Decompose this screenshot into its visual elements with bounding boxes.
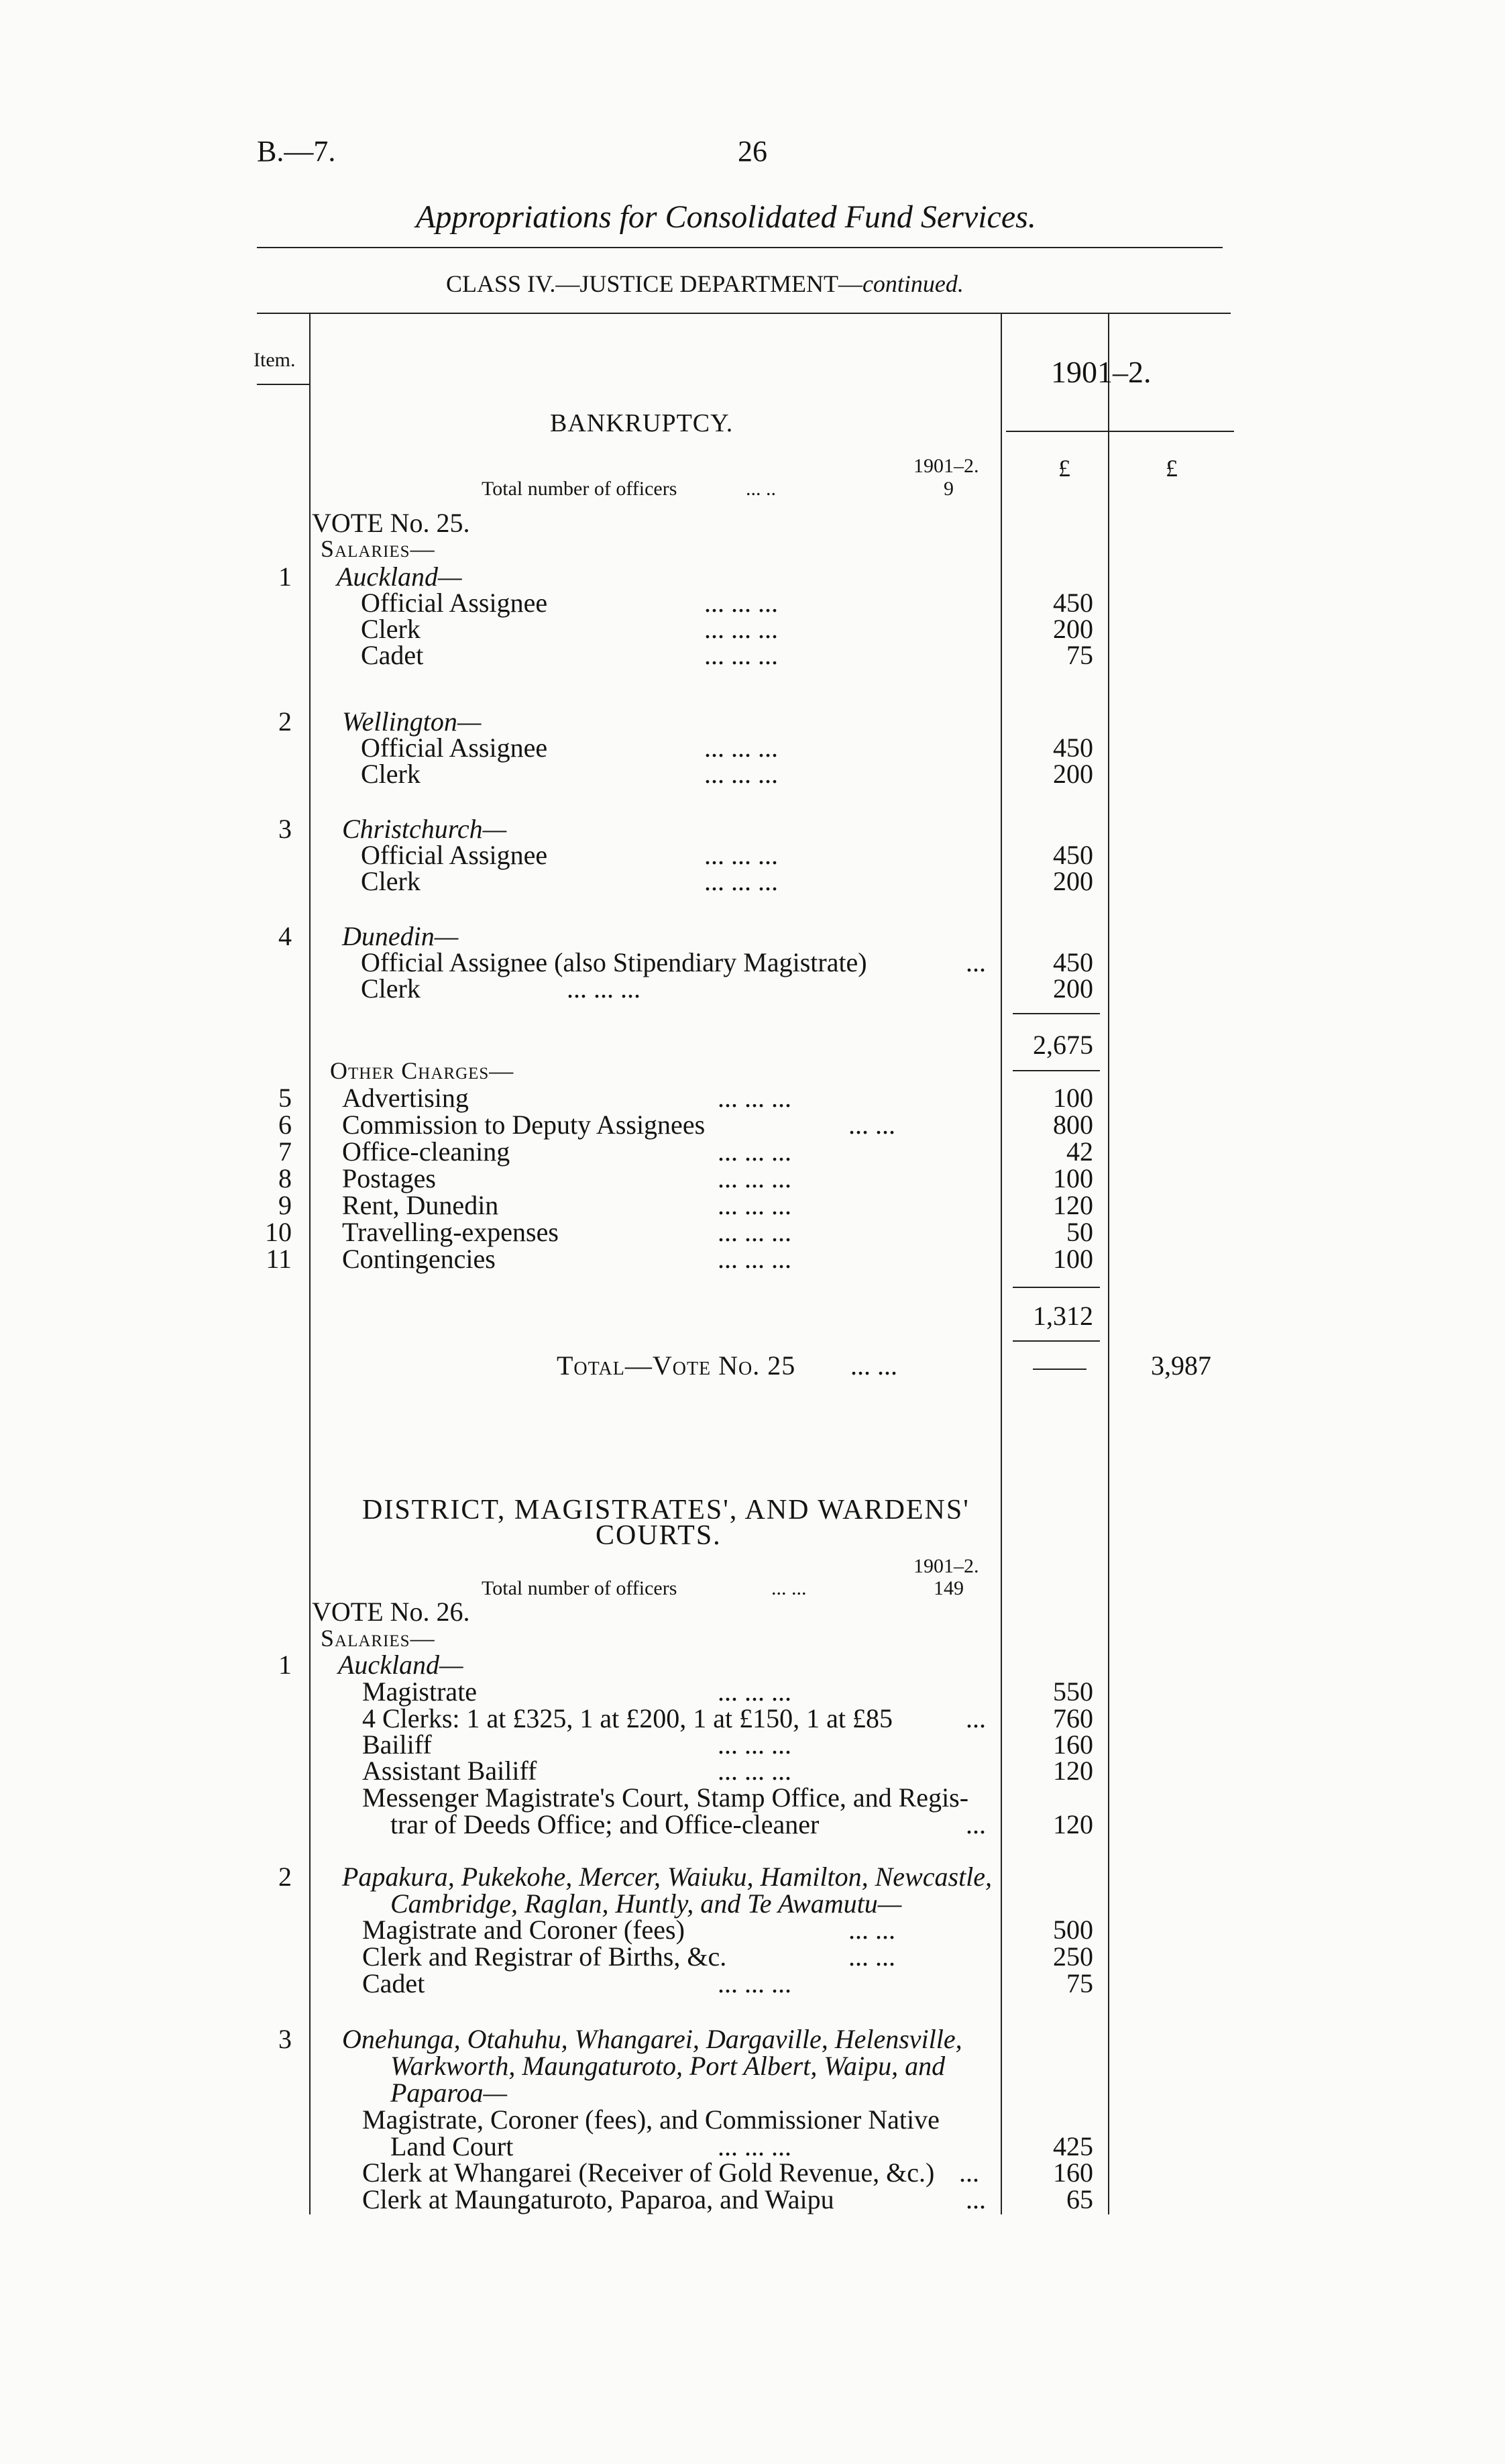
line-label: Cadet xyxy=(362,1968,425,1998)
line-amount: 65 xyxy=(1066,2184,1093,2214)
line-label: Assistant Bailiff xyxy=(362,1756,537,1786)
year-column-header: 1901–2. xyxy=(1051,355,1152,389)
line-amount: 450 xyxy=(1053,733,1093,763)
line-label: Clerk xyxy=(361,759,421,789)
officers-year-label: 1901–2. xyxy=(913,455,979,477)
officers-dots: ... ... xyxy=(771,1577,807,1599)
line-dots: ... xyxy=(966,1809,986,1839)
place-heading-cont: Warkworth, Maungaturoto, Port Albert, Waipu, and xyxy=(390,2051,946,2081)
place-heading: Wellington— xyxy=(342,706,482,737)
item-number: 3 xyxy=(278,814,292,844)
other-charges-heading: Other Charges— xyxy=(330,1057,514,1084)
item-number: 3 xyxy=(278,2024,292,2054)
officers-dots: ... .. xyxy=(746,478,776,500)
line-amount: 200 xyxy=(1053,759,1093,789)
item-number: 9 xyxy=(278,1190,292,1220)
item-number: 1 xyxy=(278,1650,292,1680)
line-dots: ... ... ... xyxy=(718,1676,791,1707)
item-number: 8 xyxy=(278,1163,292,1193)
charge-amount: 42 xyxy=(1066,1136,1093,1167)
item-number: 6 xyxy=(278,1110,292,1140)
place-heading: Onehunga, Otahuhu, Whangarei, Dargaville, Helensville, xyxy=(342,2024,962,2054)
charge-dots: ... ... ... xyxy=(718,1244,791,1274)
subtotal-rule xyxy=(1013,1013,1100,1014)
line-dots: ... ... ... xyxy=(567,973,640,1004)
line-label: Clerk xyxy=(361,866,421,896)
charge-amount: 50 xyxy=(1066,1217,1093,1247)
item-number: 7 xyxy=(278,1136,292,1167)
vote-heading: VOTE No. 26. xyxy=(312,1597,470,1627)
line-amount: 450 xyxy=(1053,947,1093,977)
line-label: 4 Clerks: 1 at £325, 1 at £200, 1 at £150, 1 at £85 xyxy=(362,1703,893,1733)
charge-amount: 100 xyxy=(1053,1163,1093,1193)
line-label: Official Assignee (also Stipendiary Magistrate) xyxy=(361,947,867,977)
line-dots: ... ... ... xyxy=(704,866,778,896)
place-heading: Auckland— xyxy=(338,1650,463,1680)
line-amount: 200 xyxy=(1053,866,1093,896)
charge-dots: ... ... ... xyxy=(718,1163,791,1193)
salaries-heading: Salaries— xyxy=(321,1625,435,1652)
line-amount: 120 xyxy=(1053,1756,1093,1786)
charge-dots: ... ... ... xyxy=(718,1136,791,1167)
line-dots: ... xyxy=(966,947,986,977)
class-heading-continued: continued. xyxy=(862,270,964,297)
line-dots: ... ... ... xyxy=(718,1756,791,1786)
line-amount: 160 xyxy=(1053,1729,1093,1760)
subtotal-rule xyxy=(1013,1070,1100,1071)
charge-label: Rent, Dunedin xyxy=(342,1190,499,1220)
item-number: 5 xyxy=(278,1083,292,1113)
charge-dots: ... ... ... xyxy=(718,1083,791,1113)
place-heading: Christchurch— xyxy=(342,814,507,844)
place-heading: Dunedin— xyxy=(342,921,459,951)
item-number: 4 xyxy=(278,921,292,951)
charge-amount: 120 xyxy=(1053,1190,1093,1220)
place-heading: Papakura, Pukekohe, Mercer, Waiuku, Hamilton, Newcastle, xyxy=(342,1862,993,1892)
line-label: Official Assignee xyxy=(361,840,548,870)
line-dots: ... ... ... xyxy=(704,640,778,670)
pound-sign-sub: £ xyxy=(1058,455,1070,482)
line-dots: ... xyxy=(966,2184,986,2214)
line-dots: ... xyxy=(966,1703,986,1733)
page-title: Appropriations for Consolidated Fund Services. xyxy=(416,199,1036,235)
class-heading-main: CLASS IV.—JUSTICE DEPARTMENT— xyxy=(446,270,862,297)
messenger-line-cont: trar of Deeds Office; and Office-cleaner xyxy=(390,1809,820,1839)
line-amount: 75 xyxy=(1066,640,1093,670)
line-amount: 200 xyxy=(1053,614,1093,644)
line-label: Magistrate xyxy=(362,1676,478,1707)
pound-sign-total: £ xyxy=(1166,455,1178,482)
page-number: 26 xyxy=(738,135,767,168)
line-amount: 75 xyxy=(1066,1968,1093,1998)
charge-label: Commission to Deputy Assignees xyxy=(342,1110,706,1140)
year-head-rule xyxy=(1006,431,1234,432)
charge-label: Postages xyxy=(342,1163,436,1193)
vote-total-label: Total—Vote No. 25 xyxy=(557,1350,796,1381)
total-column-rule xyxy=(1108,313,1109,2214)
line-label: Magistrate and Coroner (fees) xyxy=(362,1915,685,1945)
line-label: Official Assignee xyxy=(361,733,548,763)
line-amount: 450 xyxy=(1053,840,1093,870)
line-label: Clerk at Maungaturoto, Paparoa, and Waipu xyxy=(362,2184,834,2214)
line-dots: ... xyxy=(959,2157,979,2188)
item-number: 1 xyxy=(278,561,292,592)
charge-amount: 100 xyxy=(1053,1244,1093,1274)
line-amount: 760 xyxy=(1053,1703,1093,1733)
line-dots: ... ... xyxy=(848,1915,895,1945)
item-number: 10 xyxy=(265,1217,292,1247)
line-dots: ... ... ... xyxy=(704,759,778,789)
line-dots: ... ... ... xyxy=(704,588,778,618)
place-heading: Auckland— xyxy=(337,561,462,592)
table-top-rule xyxy=(257,313,1231,314)
charge-dots: ... ... xyxy=(848,1110,895,1140)
line-dots: ... ... ... xyxy=(718,1729,791,1760)
line-dots: ... ... ... xyxy=(718,2131,791,2161)
salaries-heading: Salaries— xyxy=(321,535,435,562)
sub-amount-column-rule xyxy=(1001,313,1002,2214)
line-label: Clerk and Registrar of Births, &c. xyxy=(362,1941,727,1972)
line-dots: ... ... ... xyxy=(718,1968,791,1998)
section-title-courts-cont: COURTS. xyxy=(596,1520,722,1551)
place-heading-cont: Paparoa— xyxy=(390,2078,508,2108)
line-dots: ... ... ... xyxy=(704,614,778,644)
charge-dots: ... ... ... xyxy=(718,1190,791,1220)
line-amount: 550 xyxy=(1053,1676,1093,1707)
officers-count: 9 xyxy=(944,478,954,500)
line-label: Bailiff xyxy=(362,1729,432,1760)
item-number: 2 xyxy=(278,1862,292,1892)
line-amount: 250 xyxy=(1053,1941,1093,1972)
magistrate-line: Magistrate, Coroner (fees), and Commissioner Native xyxy=(362,2104,940,2135)
officers-label: Total number of officers xyxy=(482,1577,677,1599)
line-label: Official Assignee xyxy=(361,588,548,618)
item-number: 2 xyxy=(278,706,292,737)
magistrate-line-cont: Land Court xyxy=(390,2131,514,2161)
item-number: 11 xyxy=(266,1244,292,1274)
line-label: Clerk at Whangarei (Receiver of Gold Revenue, &c.) xyxy=(362,2157,935,2188)
subtotal-rule xyxy=(1013,1287,1100,1288)
title-rule xyxy=(257,247,1223,248)
item-column-header: Item. xyxy=(254,349,296,371)
section-title-bankruptcy: BANKRUPTCY. xyxy=(550,409,734,437)
line-label: Cadet xyxy=(361,640,424,670)
officers-year-label: 1901–2. xyxy=(913,1555,979,1577)
vote-total-dots: ... ... xyxy=(850,1350,897,1381)
line-amount: 425 xyxy=(1053,2131,1093,2161)
item-head-rule xyxy=(257,384,309,385)
salaries-subtotal: 2,675 xyxy=(1033,1030,1093,1060)
charge-amount: 100 xyxy=(1053,1083,1093,1113)
document-code: B.—7. xyxy=(257,135,336,168)
line-amount: 450 xyxy=(1053,588,1093,618)
charge-label: Contingencies xyxy=(342,1244,496,1274)
section-title-courts: DISTRICT, MAGISTRATES', AND WARDENS' xyxy=(362,1495,970,1525)
charge-dots: ... ... ... xyxy=(718,1217,791,1247)
line-dots: ... ... xyxy=(848,1941,895,1972)
messenger-line: Messenger Magistrate's Court, Stamp Office, and Regis- xyxy=(362,1782,969,1813)
line-amount: 120 xyxy=(1053,1809,1093,1839)
subtotal-rule xyxy=(1013,1340,1100,1342)
charge-label: Travelling-expenses xyxy=(342,1217,559,1247)
vote-total-amount: 3,987 xyxy=(1151,1350,1211,1381)
class-heading xyxy=(446,272,964,296)
charge-amount: 800 xyxy=(1053,1110,1093,1140)
line-label: Clerk xyxy=(361,614,421,644)
vote-total-dash xyxy=(1033,1369,1086,1370)
line-amount: 200 xyxy=(1053,973,1093,1004)
officers-label: Total number of officers xyxy=(482,478,677,500)
officers-count: 149 xyxy=(934,1577,964,1599)
line-amount: 500 xyxy=(1053,1915,1093,1945)
vote-heading: VOTE No. 25. xyxy=(312,508,470,538)
line-dots: ... ... ... xyxy=(704,840,778,870)
line-label: Clerk xyxy=(361,973,421,1004)
other-charges-subtotal: 1,312 xyxy=(1033,1301,1093,1331)
line-dots: ... ... ... xyxy=(704,733,778,763)
line-amount: 160 xyxy=(1053,2157,1093,2188)
place-heading-cont: Cambridge, Raglan, Huntly, and Te Awamutu— xyxy=(390,1888,902,1919)
charge-label: Office-cleaning xyxy=(342,1136,510,1167)
item-column-rule xyxy=(309,313,311,2214)
charge-label: Advertising xyxy=(342,1083,469,1113)
